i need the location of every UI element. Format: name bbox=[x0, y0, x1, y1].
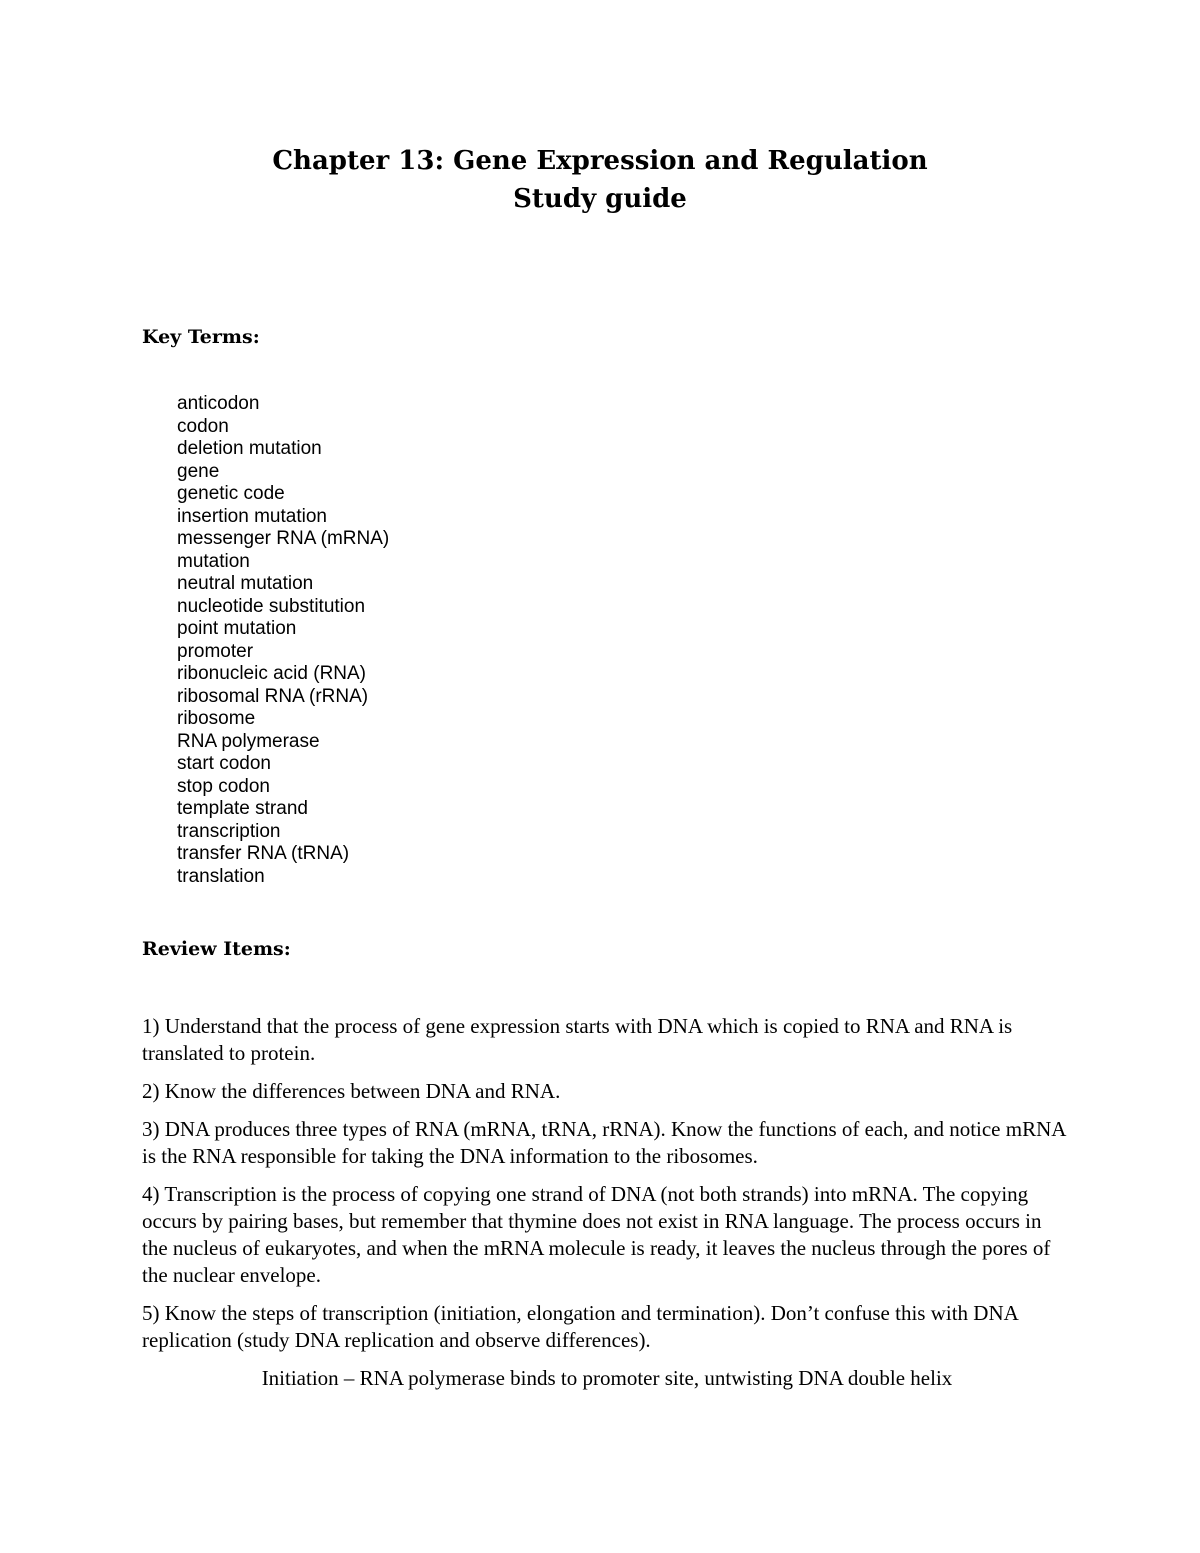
review-item: 1) Understand that the process of gene expression starts with DNA which is copied to RNA and RNA is translated to protein. bbox=[142, 1014, 1013, 1065]
key-term-item: stop codon bbox=[177, 775, 270, 797]
key-term-item: RNA polymerase bbox=[177, 730, 320, 752]
key-term-item: translation bbox=[177, 865, 265, 887]
initiation-step: Initiation – RNA polymerase binds to promoter site, untwisting DNA double helix bbox=[261, 1366, 953, 1390]
key-term-item: neutral mutation bbox=[177, 573, 314, 594]
review-item: 4) Transcription is the process of copying one strand of DNA (not both strands) into mRNA. The copying occurs by pairing bases, but remember that thymine does not exist in RNA language. The process occurs in the nucleus of eukaryotes, and when the mRNA molecule is ready, it leaves the nucleus through the pores of the nuclear envelope. bbox=[142, 1182, 1051, 1287]
key-term-item: insertion mutation bbox=[177, 505, 327, 527]
key-term-item: ribosome bbox=[177, 708, 256, 729]
key-term-item: deletion mutation bbox=[177, 438, 322, 459]
key-terms-heading: Key Terms: bbox=[142, 326, 260, 348]
review-items-list bbox=[142, 1013, 1072, 1403]
key-term-item: template strand bbox=[177, 798, 308, 819]
key-term-item: transcription bbox=[177, 820, 281, 842]
page-subtitle: Study guide bbox=[513, 184, 687, 214]
key-term-item: anticodon bbox=[177, 393, 260, 414]
page-title: Chapter 13: Gene Expression and Regulation bbox=[272, 146, 928, 176]
review-item: 5) Know the steps of transcription (initiation, elongation and termination). Don’t confuse this with DNA replication (study DNA replication and observe differences). bbox=[142, 1301, 1018, 1352]
key-term-item: point mutation bbox=[177, 618, 297, 639]
review-item: 2) Know the differences between DNA and RNA. bbox=[142, 1079, 561, 1103]
review-items-heading: Review Items: bbox=[142, 938, 291, 960]
key-term-item: codon bbox=[177, 415, 229, 437]
key-term-item: nucleotide substitution bbox=[177, 595, 366, 617]
key-term-item: genetic code bbox=[177, 483, 285, 504]
key-term-item: transfer RNA (tRNA) bbox=[177, 843, 350, 864]
key-term-item: mutation bbox=[177, 550, 250, 572]
key-terms-list bbox=[177, 393, 389, 888]
key-term-item: messenger RNA (mRNA) bbox=[177, 528, 390, 549]
key-term-item: promoter bbox=[177, 640, 254, 662]
key-term-item: ribosomal RNA (rRNA) bbox=[177, 685, 369, 707]
key-term-item: ribonucleic acid (RNA) bbox=[177, 663, 367, 684]
review-item: 3) DNA produces three types of RNA (mRNA, tRNA, rRNA). Know the functions of each, and notice mRNA is the RNA responsible for taking the DNA information to the ribosomes. bbox=[142, 1117, 1066, 1168]
key-term-item: gene bbox=[177, 460, 220, 482]
key-term-item: start codon bbox=[177, 753, 271, 774]
